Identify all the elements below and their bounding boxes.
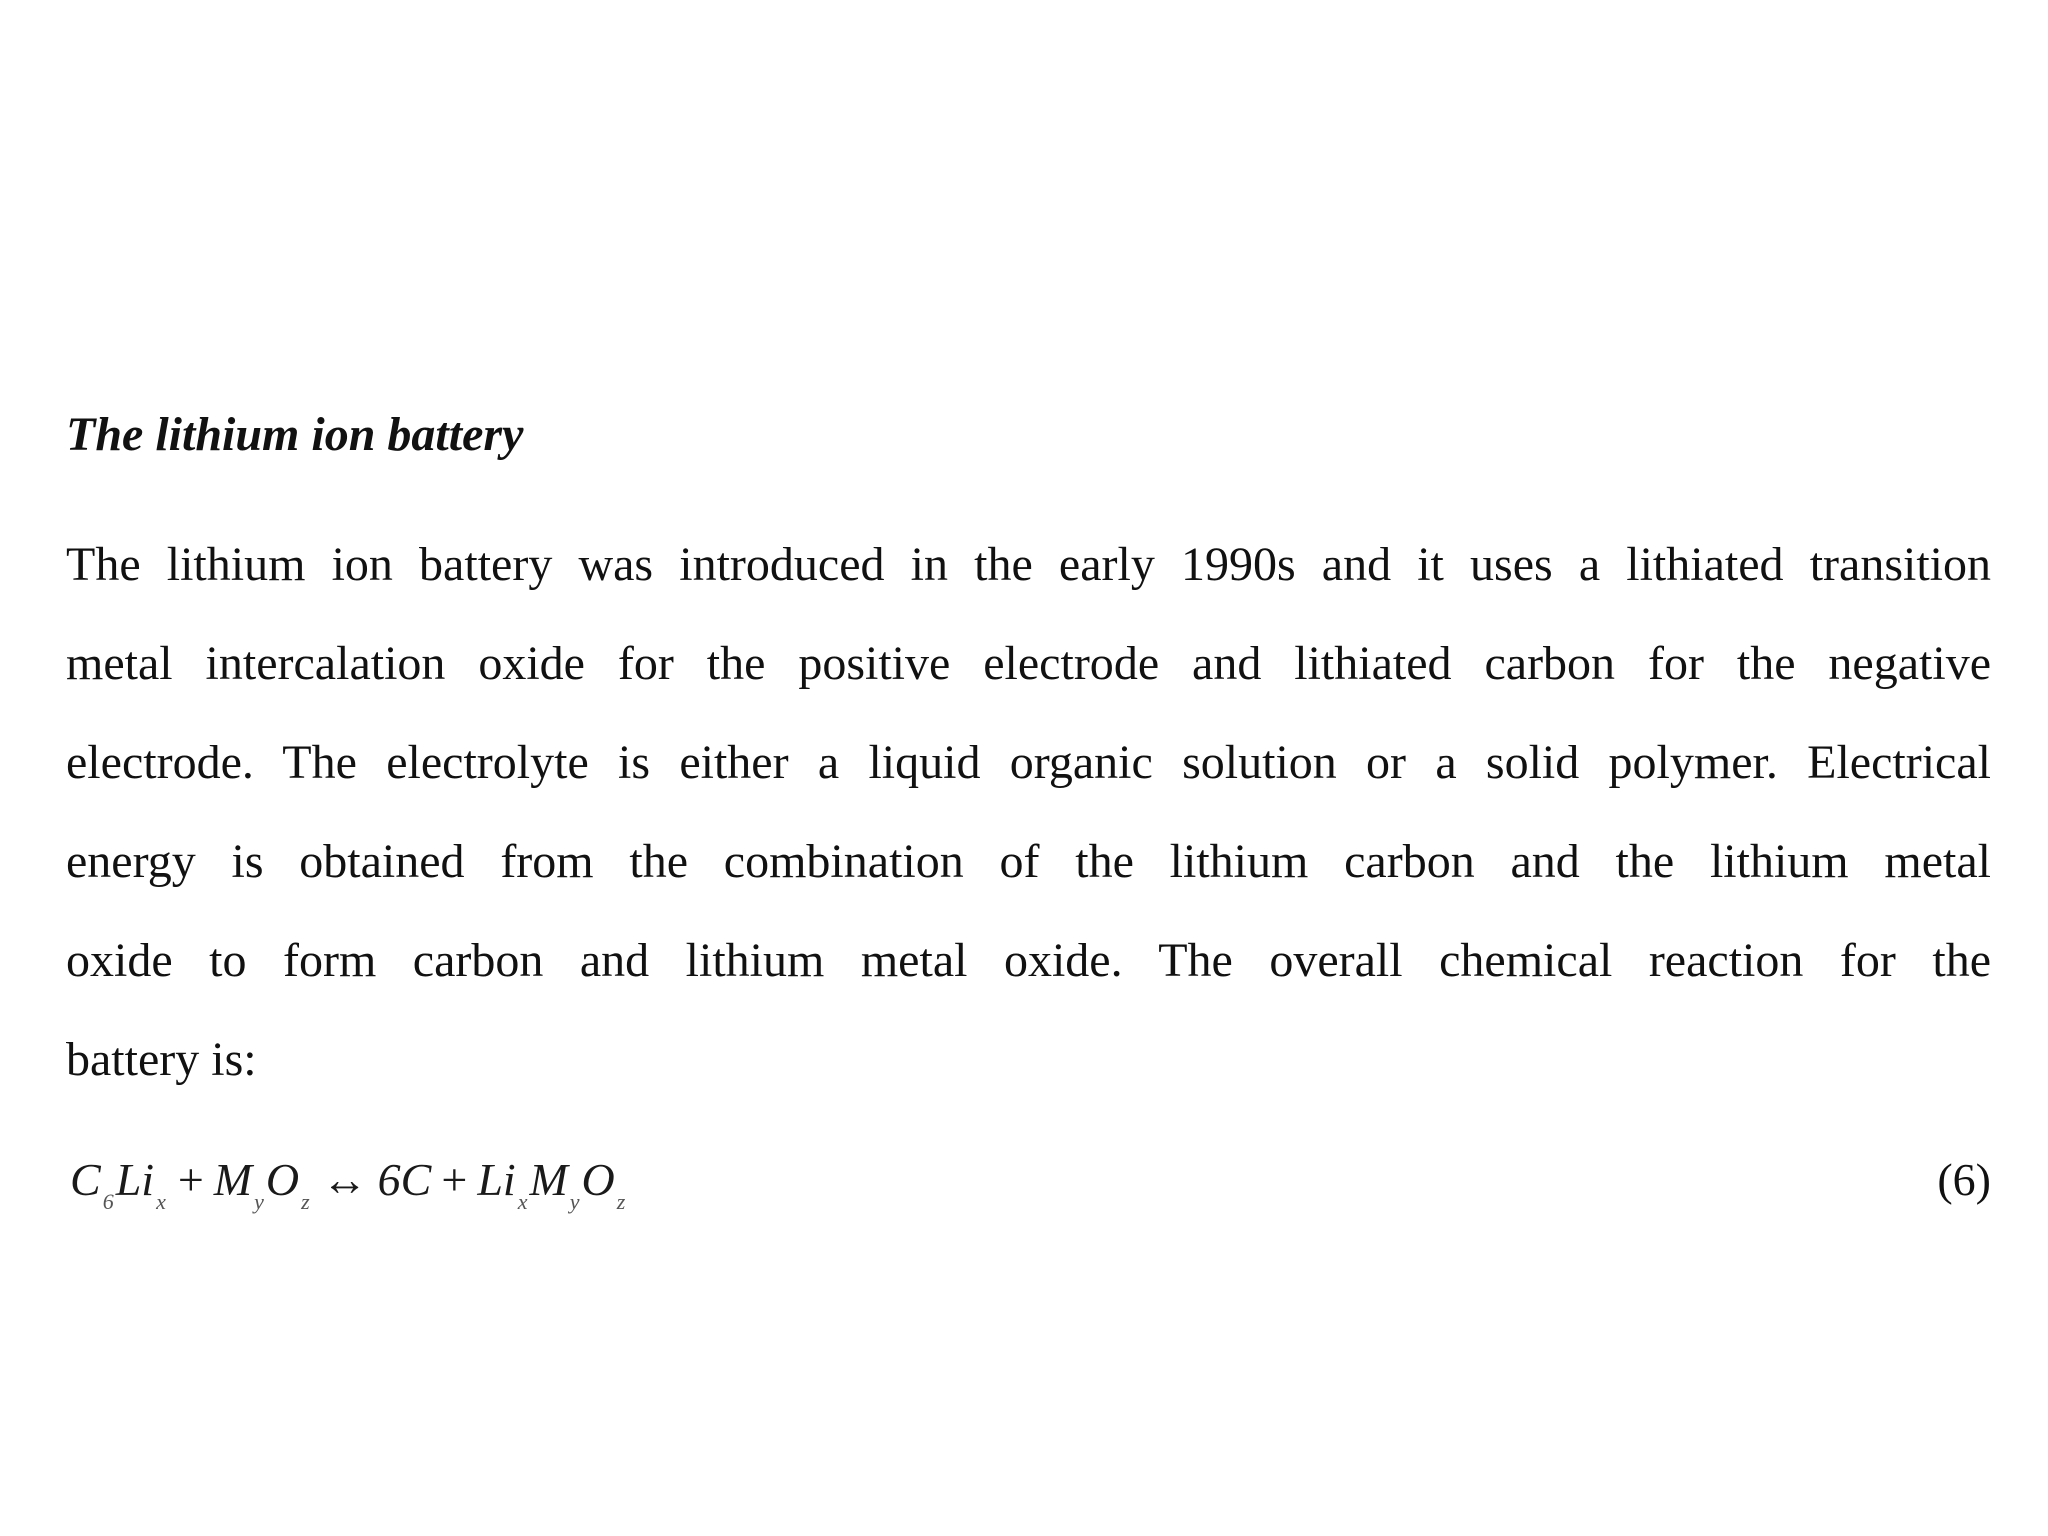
equation-row [70, 1140, 1991, 1220]
equation-term: O [265, 1154, 300, 1205]
equation-term: M [529, 1154, 568, 1205]
equation-subscript: z [616, 1189, 626, 1214]
paragraph-line: oxide to form carbon and lithium metal oxide. The overall chemical reaction for the [66, 934, 1991, 987]
equation-number: (6) [1937, 1154, 1991, 1205]
equation-term: O [581, 1154, 615, 1205]
equation-subscript: x [517, 1189, 528, 1214]
equation-term: 6C [377, 1154, 432, 1205]
paragraph-line: battery is: [66, 1033, 257, 1086]
equation-term: C [70, 1154, 101, 1205]
equation-operator: + [177, 1154, 204, 1205]
paragraph-line: metal intercalation oxide for the positive electrode and lithiated carbon for the negative [66, 637, 1991, 690]
equation-subscript: 6 [102, 1189, 114, 1214]
equation-term: M [213, 1154, 253, 1205]
equation-term: Li [115, 1154, 155, 1205]
equation-operator: + [441, 1154, 468, 1205]
body-paragraph [66, 515, 1991, 1109]
chemical-equation [70, 1140, 627, 1242]
equation-subscript: z [301, 1189, 310, 1214]
paragraph-line: electrode. The electrolyte is either a liquid organic solution or a solid polymer. Electrical [66, 736, 1991, 789]
equation-subscript: y [254, 1189, 264, 1214]
equation-term: Li [477, 1154, 516, 1205]
equation-operator: ↔ [321, 1154, 368, 1205]
equation-subscript: y [569, 1189, 580, 1214]
section-title: The lithium ion battery [66, 408, 524, 461]
paragraph-line: energy is obtained from the combination of the lithium carbon and the lithium metal [66, 835, 1991, 888]
equation-subscript: x [156, 1189, 166, 1214]
paragraph-line: The lithium ion battery was introduced in the early 1990s and it uses a lithiated transition [66, 538, 1991, 591]
